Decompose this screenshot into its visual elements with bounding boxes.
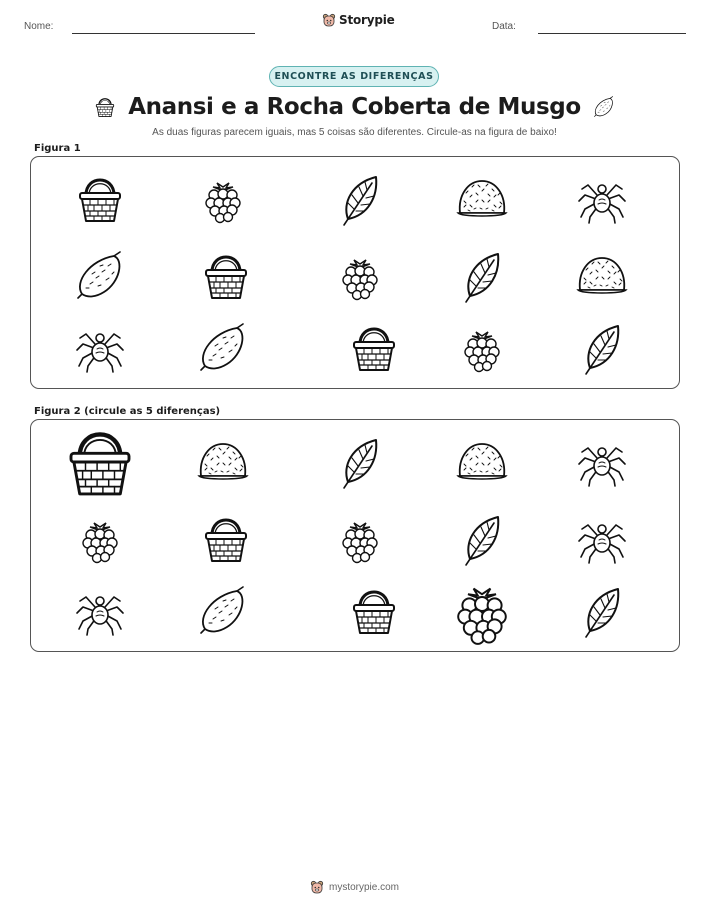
spider-icon[interactable] (579, 448, 625, 486)
mossy-rock-icon (458, 181, 506, 216)
basket-icon[interactable] (71, 434, 129, 493)
spider-icon[interactable] (77, 597, 123, 635)
object-grid (30, 419, 680, 652)
sweet-potato-icon (591, 94, 617, 120)
raspberry-icon (206, 183, 240, 223)
page-title: Anansi e a Rocha Coberta de Musgo (128, 94, 581, 120)
raspberry-icon (343, 260, 377, 300)
object-grid (30, 156, 680, 389)
basket-icon[interactable] (206, 520, 246, 561)
name-label: Nome: (24, 21, 54, 32)
brand-logo (322, 13, 395, 27)
date-field[interactable] (538, 33, 686, 34)
figure2-panel[interactable] (30, 419, 680, 652)
date-label: Data: (492, 21, 516, 32)
basket-icon (80, 180, 120, 221)
basket-icon (206, 257, 246, 298)
raspberry-icon[interactable] (343, 523, 377, 563)
leaf-icon (586, 326, 618, 374)
leaf-icon (466, 254, 498, 302)
mossy-rock-icon[interactable] (458, 444, 506, 479)
brand-name: Storypie (339, 13, 395, 27)
activity-tag: ENCONTRE AS DIFERENÇAS (269, 66, 439, 87)
figure1-label: Figura 1 (34, 143, 81, 154)
spider-icon[interactable] (579, 525, 625, 563)
name-field[interactable] (72, 33, 255, 34)
sweet-potato-icon (201, 324, 243, 370)
sweet-potato-icon (78, 252, 120, 298)
leaf-icon[interactable] (586, 589, 618, 637)
leaf-icon[interactable] (344, 440, 376, 488)
raspberry-icon (465, 332, 499, 372)
mossy-rock-icon (578, 258, 626, 293)
raspberry-icon[interactable] (458, 588, 506, 643)
basket-icon[interactable] (354, 592, 394, 633)
sweet-potato-icon[interactable] (201, 587, 243, 633)
spider-icon (579, 185, 625, 223)
raspberry-icon[interactable] (83, 523, 117, 563)
instructions: As duas figuras parecem iguais, mas 5 coisas são diferentes. Circule-as na figura de baixo! (152, 127, 557, 138)
leaf-icon[interactable] (466, 517, 498, 565)
page-title-row (90, 90, 619, 124)
basket-icon (92, 94, 118, 120)
footer-site: mystorypie.com (328, 881, 399, 893)
footer (0, 880, 709, 894)
leaf-icon (344, 177, 376, 225)
mossy-rock-icon[interactable] (199, 444, 247, 479)
storypie-bear-logo-icon (322, 13, 336, 27)
figure2-label: Figura 2 (circule as 5 diferenças) (34, 406, 221, 417)
storypie-bear-logo-icon (310, 880, 324, 894)
spider-icon (77, 334, 123, 372)
basket-icon (354, 329, 394, 370)
figure1-panel (30, 156, 680, 389)
